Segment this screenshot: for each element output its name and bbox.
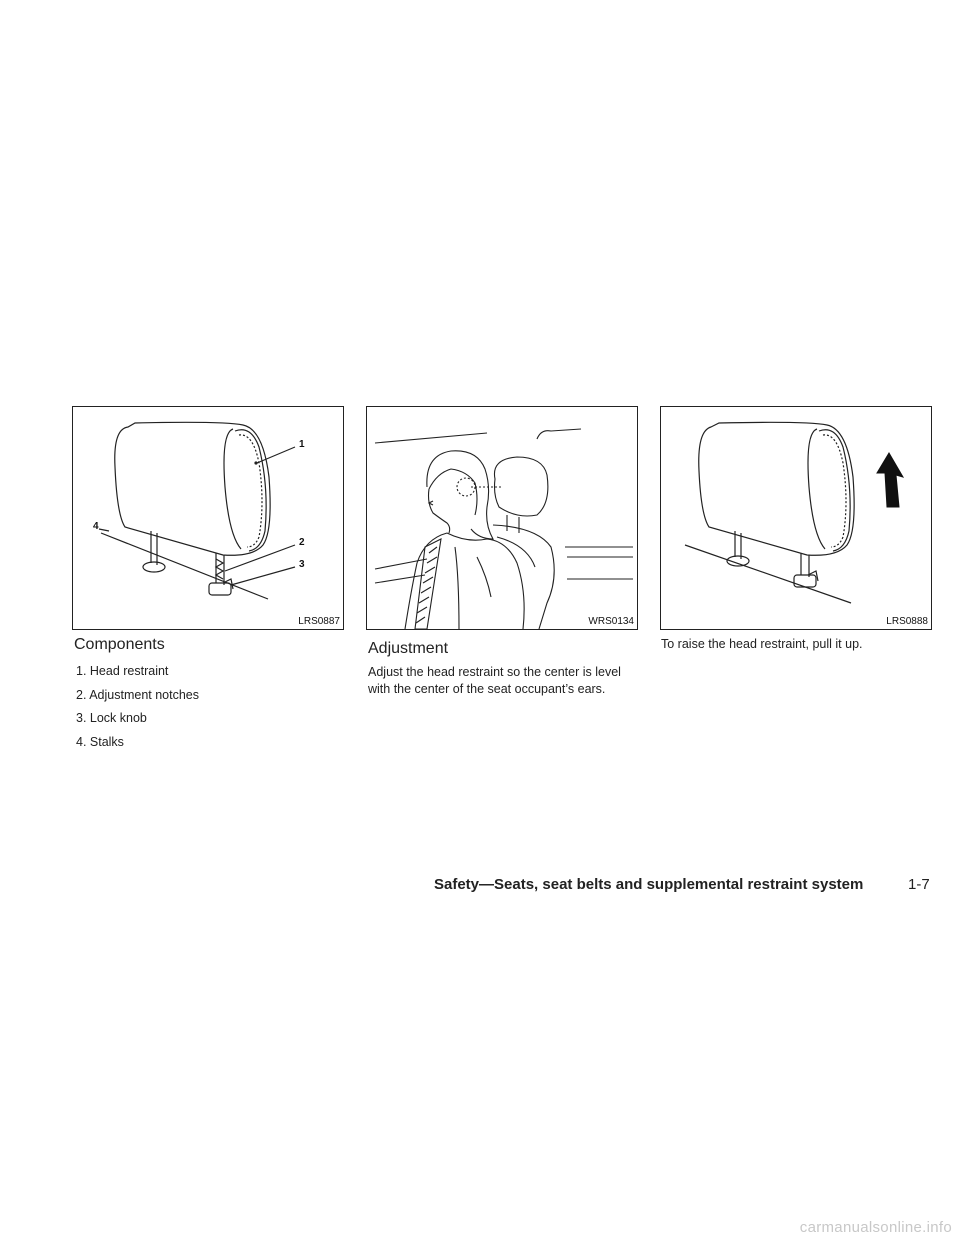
page-number: 1-7 (908, 876, 930, 893)
list-item: 4. Stalks (76, 734, 124, 749)
components-list (76, 660, 199, 754)
raise-text: To raise the head restraint, pull it up. (661, 637, 863, 651)
arrow-up-icon (877, 453, 903, 507)
callout-1: 1 (299, 439, 305, 450)
figure-code: LRS0887 (298, 616, 340, 627)
list-item: 2. Adjustment notches (76, 687, 199, 702)
adjustment-text-line2: with the center of the seat occupant’s ears. (368, 682, 606, 696)
adjustment-text-line1: Adjust the head restraint so the center is level (368, 665, 621, 679)
figure-adjustment (366, 406, 638, 630)
figure-code: LRS0888 (886, 616, 928, 627)
callout-2: 2 (299, 537, 305, 548)
components-heading: Components (74, 636, 165, 653)
figure-raise (660, 406, 932, 630)
callout-4: 4 (93, 521, 99, 532)
raise-head-restraint-illustration (661, 407, 932, 630)
list-item: 1. Head restraint (76, 664, 169, 678)
watermark: carmanualsonline.info (799, 1219, 952, 1236)
adjustment-heading: Adjustment (368, 640, 449, 657)
list-item: 3. Lock knob (76, 711, 147, 725)
figure-components (72, 406, 344, 630)
callout-3: 3 (299, 559, 305, 570)
head-restraint-components-illustration (73, 407, 344, 630)
figure-code: WRS0134 (588, 616, 634, 627)
section-title: Safety—Seats, seat belts and supplemental restraint system (434, 876, 864, 893)
seat-occupant-illustration (367, 407, 638, 630)
